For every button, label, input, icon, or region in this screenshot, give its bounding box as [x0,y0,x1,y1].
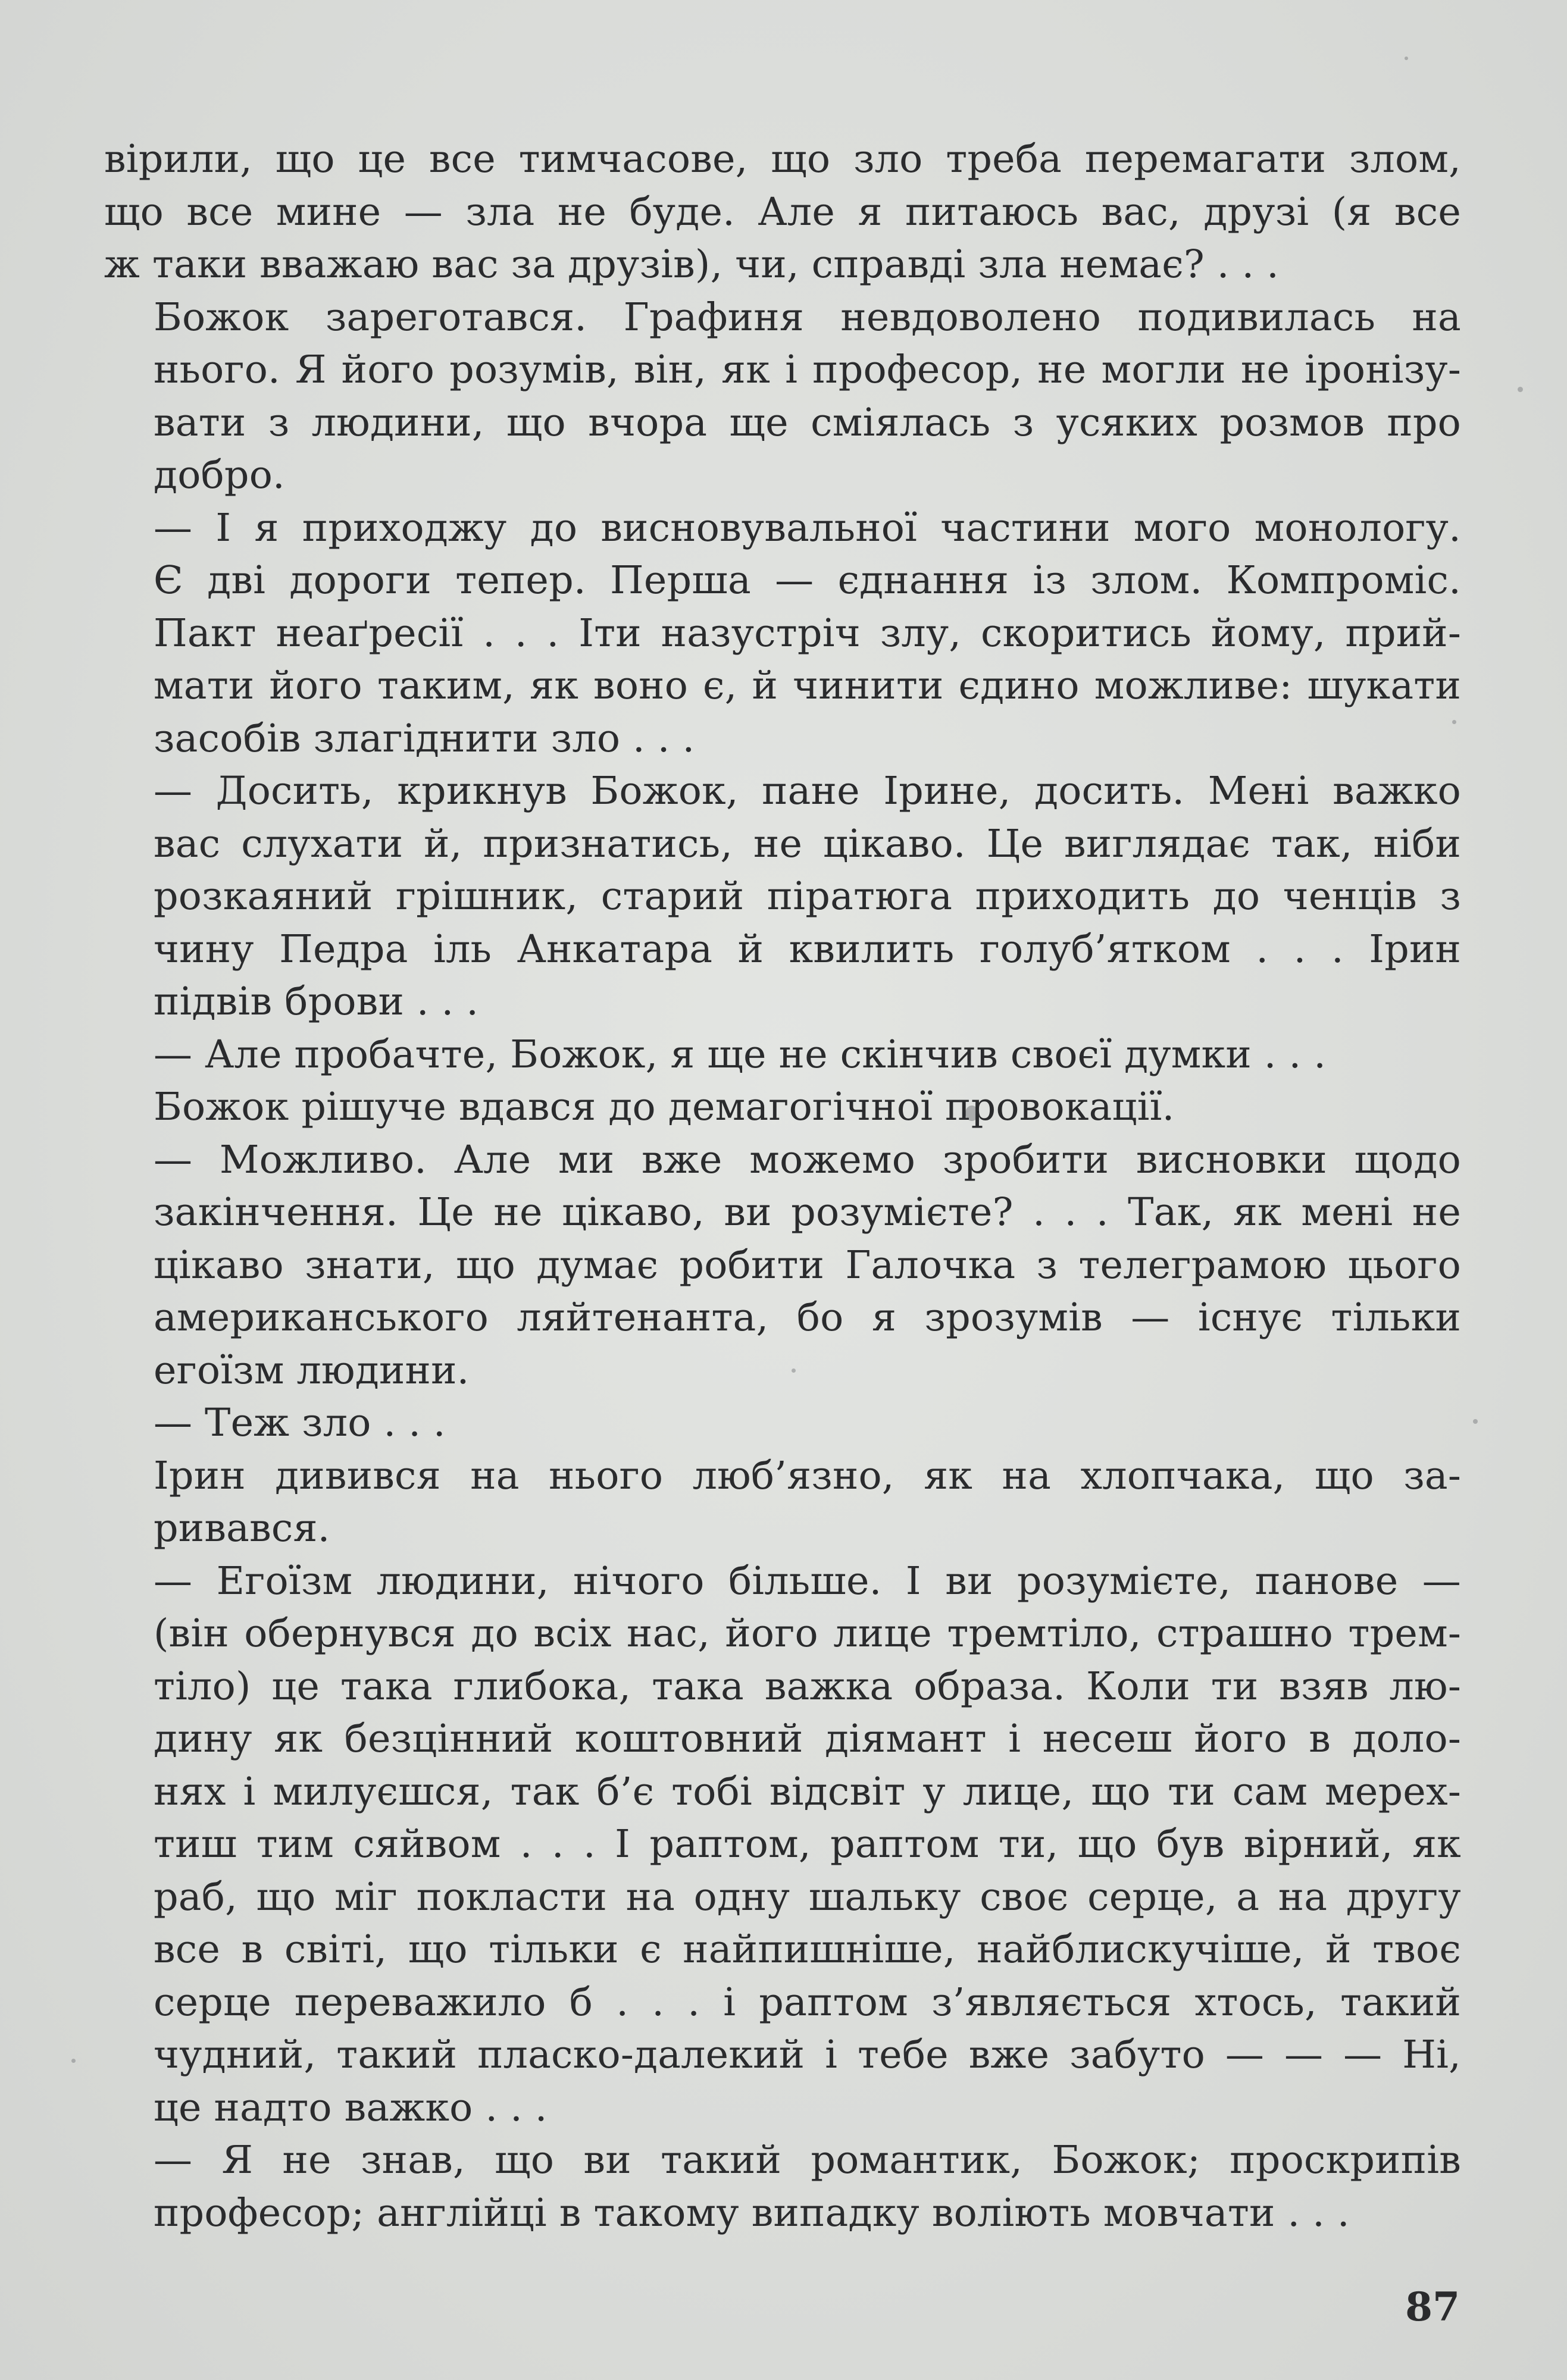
paragraph [104,1450,1461,1555]
text-line: все в світі, що тільки є найпишніше, найблискучіше, й твоє [154,1927,1461,1972]
text-line: професор; англійці в такому випадку воліють мовчати . . . [154,2190,1350,2235]
text-line: тіло) це така глибока, така важка образа. Коли ти взяв лю- [154,1664,1461,1709]
print-speck [1518,387,1523,392]
text-line: американського ляйтенанта, бо я зрозумів — існує тільки [154,1295,1461,1340]
paragraph [104,292,1461,502]
text-line: егоїзм людини. [154,1348,470,1393]
paragraph [104,1397,1461,1450]
text-line: чину Педра іль Анкатара й квилить голуб’ятком . . . Ірин [154,926,1461,972]
print-speck [1405,57,1408,60]
text-line: — Можливо. Але ми вже можемо зробити висновки щодо [154,1137,1461,1182]
text-line: це надто важко . . . [154,2085,548,2130]
text-line: засобів злагіднити зло . . . [154,716,695,761]
text-line: тиш тим сяйвом . . . І раптом, раптом ти, що був вірний, як [154,1822,1461,1867]
text-line: дину як безцінний коштовний діямант і несеш його в доло- [154,1717,1461,1761]
paragraph [104,133,1461,292]
print-speck [71,2059,76,2063]
text-line: серце переважило б . . . і раптом з’являється хтось, такий [154,1980,1461,2025]
text-line: ривався. [154,1506,330,1551]
paragraph [104,1029,1461,1082]
text-line: цікаво знати, що думає робити Галочка з телеграмою цього [154,1242,1461,1288]
text-line: — Досить, крикнув Божок, пане Ірине, досить. Мені важко [154,769,1461,813]
page-number: 87 [1405,2284,1460,2330]
text-line: чудний, такий пласко-далекий і тебе вже забуто — — — Ні, [154,2033,1461,2077]
text-line: раб, що міг покласти на одну шальку своє серце, а на другу [154,1874,1461,1919]
paragraph [104,765,1461,1029]
text-line: вати з людини, що вчора ще сміялась з усяких розмов про [154,400,1461,445]
paragraph [104,1081,1461,1134]
text-line: мати його таким, як воно є, й чинити єдино можливе: шукати [154,663,1461,708]
text-line: вірили, що це все тимчасове, що зло треба перемагати злом, [104,137,1461,181]
text-line: добро. [154,453,285,497]
text-line: підвів брови . . . [154,979,479,1024]
text-line: — Але пробачте, Божок, я ще не скінчив своєї думки . . . [154,1032,1327,1077]
text-line: Пакт неаґресії . . . Іти назустріч злу, скоритись йому, прий- [154,610,1461,656]
text-line: розкаяний грішник, старий піратюга приходить до ченців з [154,874,1461,919]
body-text [104,133,1461,2240]
text-line: — Я не знав, що ви такий романтик, Божок; проскрипів [154,2138,1461,2182]
text-line: — Теж зло . . . [154,1401,446,1445]
text-line: Є дві дороги тепер. Перша — єднання із злом. Компроміс. [154,558,1461,603]
text-line: нього. Я його розумів, він, як і професор, не могли не іронізу- [154,347,1461,392]
text-line: ж таки вважаю вас за друзів), чи, справді зла немає? . . . [104,242,1280,287]
text-line: закінчення. Це не цікаво, ви розумієте? . . . Так, як мені не [154,1190,1461,1235]
text-line: що все мине — зла не буде. Але я питаюсь вас, друзі (я все [104,189,1461,234]
paragraph [104,1555,1461,2135]
paragraph [104,1134,1461,1398]
text-line: — І я приходжу до висновувальної частини мого монологу. [154,505,1461,550]
text-line: Божок рішуче вдався до демагогічної провокації. [154,1085,1175,1129]
text-line: — Егоїзм людини, нічого більше. І ви розумієте, панове — [154,1558,1461,1604]
paragraph [104,2134,1461,2240]
text-line: вас слухати й, признатись, не цікаво. Це виглядає так, ніби [154,821,1461,866]
text-line: Божок зареготався. Графиня невдоволено подивилась на [154,295,1461,340]
print-speck [1473,1419,1478,1424]
text-line: нях і милуєшся, так б’є тобі відсвіт у лице, що ти сам мерех- [154,1769,1461,1814]
paragraph [104,502,1461,766]
text-line: Ірин дивився на нього люб’язно, як на хлопчака, що за- [154,1453,1461,1498]
text-line: (він обернувся до всіх нас, його лице тремтіло, страшно трем- [154,1611,1461,1656]
